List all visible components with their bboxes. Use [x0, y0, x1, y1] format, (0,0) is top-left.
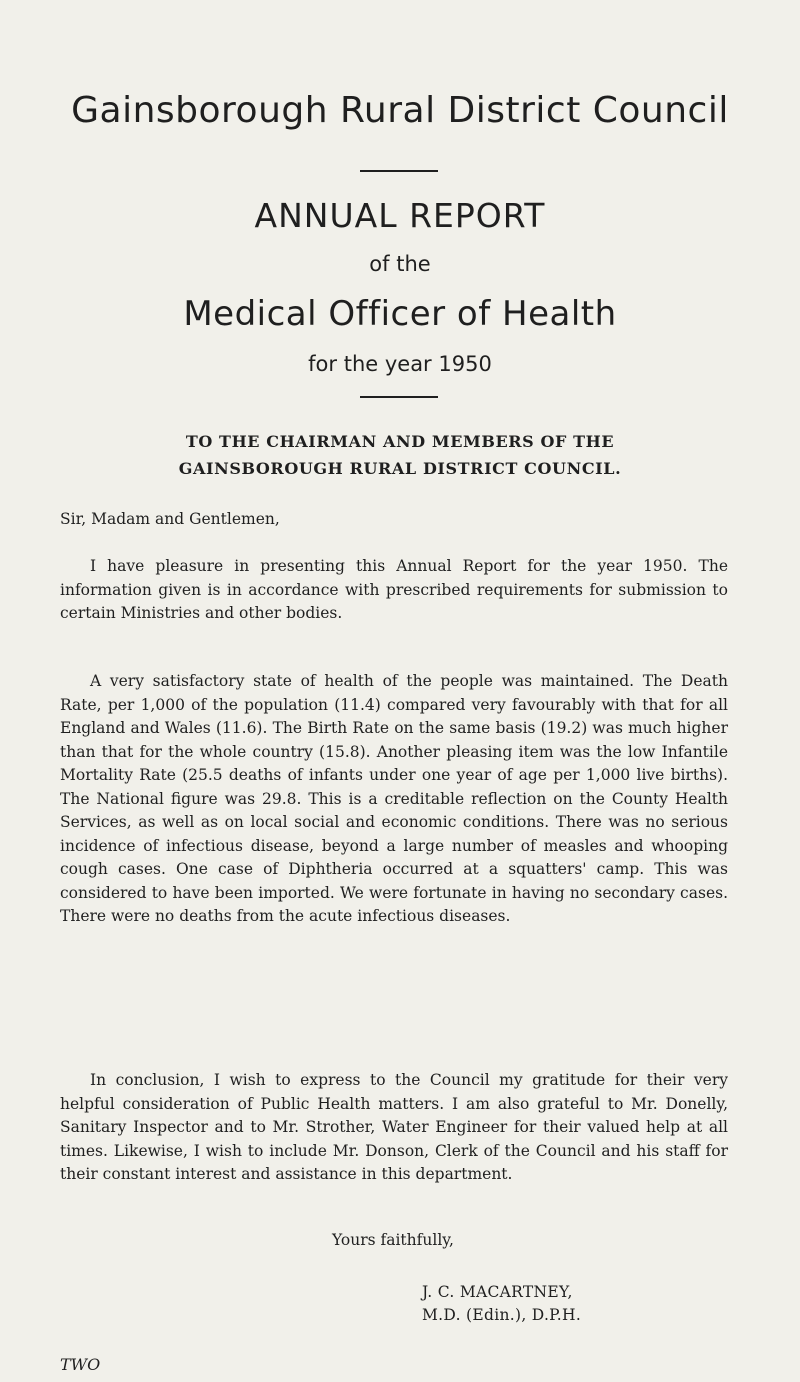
signature-qualifications: M.D. (Edin.), D.P.H. — [422, 1306, 582, 1324]
addressee-line-2: GAINSBOROUGH RURAL DISTRICT COUNCIL. — [178, 459, 622, 478]
page-number: TWO — [60, 1355, 101, 1374]
paragraph-introduction: I have pleasure in presenting this Annual Report for the year 1950. The information given is in accordance with prescribed requirements for submission to certain Ministries and other bodies. — [60, 557, 728, 622]
title-divider-bottom — [360, 396, 438, 398]
closing: Yours faithfully, — [332, 1231, 454, 1249]
addressee-line-1: TO THE CHAIRMAN AND MEMBERS OF THE — [185, 432, 615, 451]
report-subtitle-of-the: of the — [369, 252, 431, 276]
officer-title: Medical Officer of Health — [183, 294, 617, 334]
addressee — [0, 428, 800, 482]
paragraph-health-statistics: A very satisfactory state of health of the people was maintained. The Death Rate, per 1,000 of the population (11.4) compared very favourably with that for all England and Wales (11.6). The Birth Rate on the same basis (19.2) was much higher than that for the whole country (15.8). Another pleasing item was the low Infantile Mortality Rate (25.5 deaths of infants under one year of age per 1,000 live births). The National figure was 29.8. This is a creditable reflection on the County Health Services, as well as on local social and economic conditions. There was no serious incidence of infectious disease, beyond a large number of measles and whooping cough cases. One case of Diphtheria occurred at a squatters' camp. This was considered to have been imported. We were fortunate in having no secondary cases. There were no deaths from the acute infectious diseases. — [60, 672, 728, 925]
council-title: Gainsborough Rural District Council — [71, 90, 729, 131]
signature-name: J. C. MACARTNEY, — [422, 1283, 573, 1301]
title-divider-top — [360, 170, 438, 172]
report-title: ANNUAL REPORT — [254, 196, 546, 235]
report-year: for the year 1950 — [308, 352, 492, 376]
salutation: Sir, Madam and Gentlemen, — [60, 510, 280, 528]
paragraph-conclusion: In conclusion, I wish to express to the Council my gratitude for their very helpful consideration of Public Health matters. I am also grateful to Mr. Donelly, Sanitary Inspector and to Mr. Strother, Water Engineer for their valued help at all times. Likewise, I wish to include Mr. Donson, Clerk of the Council and his staff for their constant interest and assistance in this department. — [60, 1071, 728, 1183]
